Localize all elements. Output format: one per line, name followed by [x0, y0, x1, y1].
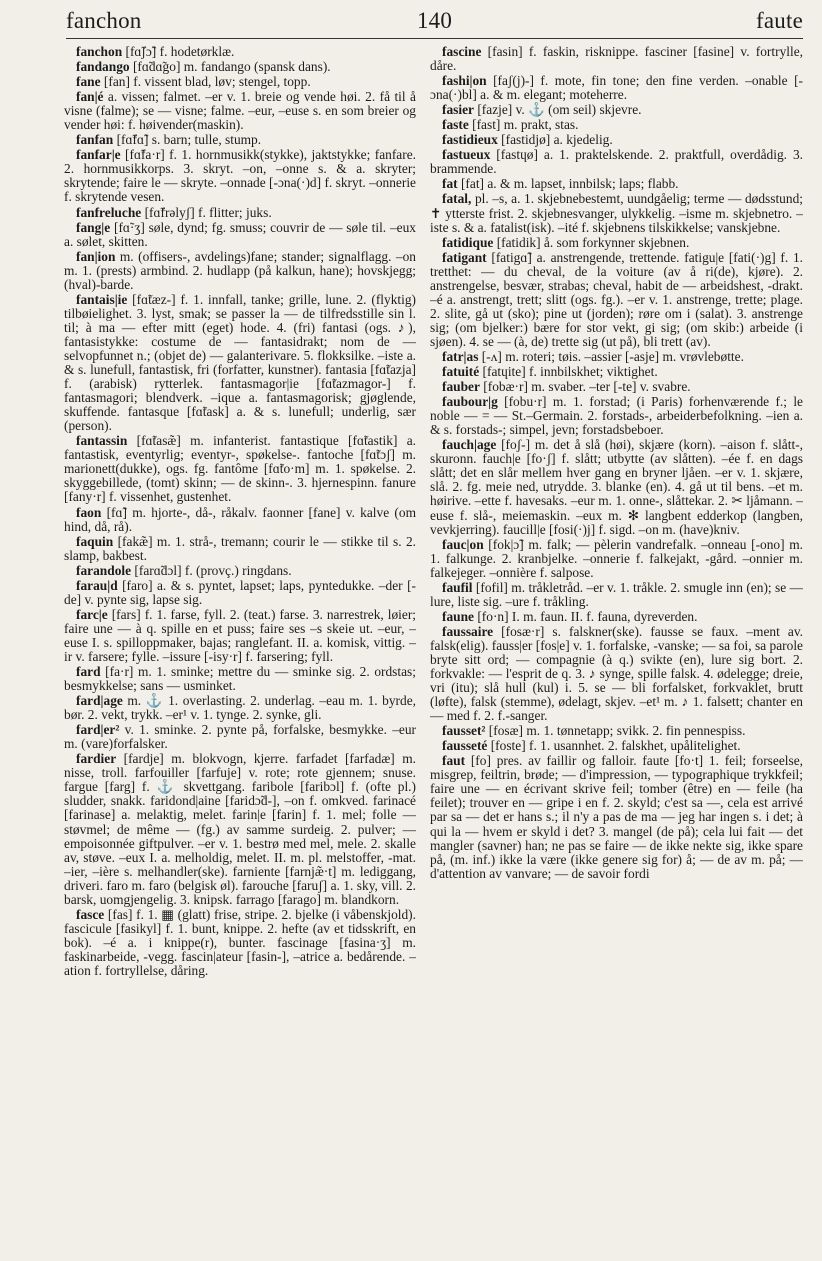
- entry-headword: faste: [442, 117, 469, 133]
- entry-definition: [fɑ̃·ʒ] søle, dynd; fg. smuss; couvrir de — søle til. –eux a. sølet, skitten.: [64, 219, 416, 249]
- entry-definition: [fast] m. prakt, stas.: [468, 117, 579, 133]
- entry-definition: [fɑ̃tasæ̃] m. infanterist. fantastique [fɑ̃tastik] a. fantastisk, eventyrlig; eventyr-, spøkelse-. fantoche [fɑ̃tɔʃ] m. marionett(dukke), ogs. fg. fantôme [fɑ̃to·m] m. 1. spøkelse. 2. skyggebillede, (tomt) skinn; — de skinn-. 3. hjernespinn. fanure [fany·r] f. vissenhet, gustenhet.: [64, 433, 416, 505]
- dictionary-entry: [430, 118, 803, 132]
- dictionary-entry: [64, 694, 416, 722]
- dictionary-entry: [64, 60, 416, 74]
- entry-headword: fastidieux: [442, 132, 498, 148]
- entry-definition: [fɑ̃dɑ̃go] m. fandango (spansk dans).: [129, 59, 331, 75]
- dictionary-entry: [430, 538, 803, 580]
- entry-headword: faut: [442, 753, 466, 769]
- dictionary-entry: [64, 665, 416, 693]
- entry-headword: fanfreluche: [76, 204, 142, 220]
- page-header: [66, 6, 803, 39]
- entry-headword: fang|e: [76, 219, 111, 235]
- entry-headword: fauc|on: [442, 536, 484, 552]
- entry-definition: [fɑ̃frəlyʃ] f. flitter; juks.: [141, 204, 272, 220]
- dictionary-entry: [430, 192, 803, 234]
- entry-headword: fan|é: [76, 89, 104, 105]
- dictionary-entry: [430, 177, 803, 191]
- entry-definition: [foʃ-] m. det å slå (høi), skjære (korn). –aison f. slått-, skuronn. fauch|e [fo·ʃ] f. slått; utbytte (av slåtten). –ée f. en dags slått; det en slår mellem hver gang en bryner ljåen. –er v. 1. skjære, slå. 2. fg. meie ned, utrydde. 3. blanke (en). 4. gå ut til bens. –et m. høirive. –ette f. havesaks. –eur m. 1. onne-, slåttekar. 2. ✂ ljåmann. –euse f. slå-, meiemaskin. –eux m. ✻ langbent edderkop (langben, vevkjerring). faucill|e [fosi(·)j] f. sigd. –on m. (have)kniv.: [430, 437, 803, 537]
- entry-definition: [fatidik] å. som forkynner skjebnen.: [493, 234, 690, 250]
- dictionary-entry: [64, 221, 416, 249]
- entry-headword: fantassin: [76, 433, 128, 449]
- entry-definition: [foste] f. 1. usannhet. 2. falskhet, upålitelighet.: [487, 738, 741, 754]
- dictionary-entry: [64, 723, 416, 751]
- entry-headword: fauch|age: [442, 437, 497, 453]
- entry-definition: [fars] f. 1. farse, fyll. 2. (teat.) farse. 3. narrestrek, løier; faire une — à q. spille en et puss; faire ses –s skeie ut. –eur, –euse I. s. spilloppmaker, bajas; ranglefant. II. a. komisk, vittig. –ir v. farsere; fylle. –issure [-isy·r] f. farsering; fyll.: [64, 606, 416, 664]
- entry-definition: [faro] a. & s. pyntet, lapset; laps, pyntedukke. –der [-de] v. pynte sig, lapse sig.: [64, 577, 416, 607]
- entry-headword: fardier: [76, 751, 117, 767]
- entry-definition: [farɑ̃dɔl] f. (provç.) ringdans.: [131, 562, 292, 578]
- entry-definition: pl. –s, a. 1. skjebnebestemt, uundgåelig; terme — dødsstund; ✝ ytterste frist. 2. skjebnesvanger, ulykkelig. –isme m. skjebnetro. –iste s. & a. fatalist(isk). –ité f. skjebnens tilskikkelse; vanskjebne.: [430, 191, 803, 235]
- entry-headword: fauber: [442, 379, 480, 395]
- entry-definition: a. vissen; falmet. –er v. 1. breie og vende høi. 2. få til å visne (falme); se — visne; falme. –eur, –euse s. en som breier og vender høi: f. høivender(maskin).: [64, 89, 416, 133]
- dictionary-entry: [430, 148, 803, 176]
- dictionary-entry: [64, 45, 416, 59]
- entry-definition: [fo] pres. av faillir og falloir. faute [fo·t] 1. feil; forseelse, misgrep, feiltrin, brøde; — d'impression, — typographique trykkfeil; faire une — en écrivant skrive feil; tomber (être) en — feile (ha feilet); trouver en — gripe i en f. 2. skyld; c'est sa —, cela est arrivé par sa — det er hans s.; il n'y a pas de ma — jeg har ingen s. i det; à qui la — hvem er skyld i det? 3. mangel (de på); cela lui fait — det mangler (savner) han; ne pas se faire — de ikke nekte sig, ikke spare på, (m. inf.) ikke la være (ikke genere sig for) å; — de av m. på; — d'attention av vanvare; — de savoir fordi: [430, 753, 803, 881]
- dictionary-entry: [430, 45, 803, 73]
- entry-headword: fanfar|e: [76, 147, 121, 163]
- entry-definition: m. ⚓ 1. overlasting. 2. underlag. –eau m. 1. byrde, bør. 2. vekt, trykk. –er¹ v. 1. tynge. 2. synke, gli.: [64, 693, 416, 723]
- entry-definition: v. 1. sminke. 2. pynte på, forfalske, besmykke. –eur m. (vare)forfalsker.: [64, 722, 416, 752]
- right-column: [430, 45, 803, 1257]
- entry-headword: fausset²: [442, 723, 486, 739]
- entry-headword: farau|d: [76, 577, 118, 593]
- entry-definition: m. (offisers-, avdelings)fane; stander; signalflagg. –on m. 1. (prests) armbind. 2. hudlapp (på kalkun, hane); hovskjegg; (hval)-barde.: [64, 248, 416, 292]
- entry-definition: [fobæ·r] m. svaber. –ter [-te] v. svabre.: [479, 379, 691, 395]
- dictionary-entry: [430, 625, 803, 723]
- entry-headword: fard|age: [76, 693, 123, 709]
- dictionary-entry: [64, 908, 416, 978]
- entry-headword: faubour|g: [442, 394, 498, 410]
- entry-headword: fatal,: [442, 191, 472, 207]
- dictionary-entry: [430, 438, 803, 536]
- entry-headword: fanchon: [76, 45, 123, 59]
- entry-definition: [fan] f. vissent blad, løv; stengel, topp.: [100, 74, 311, 90]
- entry-definition: [fasin] f. faskin, risknippe. fasciner [fasine] v. fortrylle, dåre.: [430, 45, 803, 74]
- entry-definition: [fat] a. & m. lapset, innbilsk; laps; flabb.: [457, 176, 679, 192]
- entry-definition: [fok|ɔ̃] m. falk; — pèlerin vandrefalk. –onneau [-ono] m. 1. falkunge. 2. kranbjelke. –onnerie f. falkejakt, -gård. –onnier m. falkejeger. –onnière f. salpose.: [430, 536, 803, 580]
- entry-definition: [fɑ̃fɑ̃] s. barn; tulle, stump.: [113, 132, 262, 148]
- entry-definition: [fosæ] m. 1. tønnetapp; svikk. 2. fin pennespiss.: [485, 723, 746, 739]
- dictionary-entry: [64, 564, 416, 578]
- entry-definition: [fardje] m. blokvogn, kjerre. farfadet [farfadæ] m. nisse, troll. farfouiller [farfuje] v. rote; rote gjennem; snuse. fargue [farg] f. ⚓ skvettgang. faribole [faribɔl] f. (ofte pl.) sludder, snakk. faridond|aine [faridɔ̃d-], –on f. omkved. farinacé [farinase] a. melaktig, melet. farin|e [farin] f. 1. mel; folle — støvmel; de même — (fg.) av samme surdeig. 2. pulver; — empoisonnée giftpulver. –er v. 1. bestrø med mel, mele. 2. skalle av, støve. –eux I. a. melholdig, melet. II. m. pl. melstoffer, -mat. –ier, –ière s. melhandler(ske). farniente [farnjæ̃·t] m. lediggang, driveri. faro m. faro (belgisk øl). farouche [faruʃ] a. 1. sky, vill. 2. barsk, uomgjengelig. 3. knipsk. farrago [farago] m. blandkorn.: [64, 751, 416, 907]
- entry-definition: [-ʌ] m. roteri; tøis. –assier [-asje] m. vrøvlebøtte.: [478, 348, 744, 364]
- entry-headword: fane: [76, 74, 101, 90]
- entry-headword: fard|er²: [76, 722, 120, 738]
- dictionary-entry: [430, 739, 803, 753]
- dictionary-entry: [430, 103, 803, 117]
- dictionary-entry: [430, 236, 803, 250]
- entry-headword: fatr|as: [442, 348, 479, 364]
- entry-definition: [fobu·r] m. 1. forstad; (i Paris) forhenværende f.; le noble — = — St.–Germain. 2. forstads-, arbeiderbefolkning. –ien a. & s. forstads-; simpel, jevn; forstadsbeboer.: [430, 394, 803, 438]
- dictionary-entry: [430, 133, 803, 147]
- page-number: 140: [416, 8, 453, 33]
- dictionary-entry: [64, 506, 416, 534]
- dictionary-entry: [430, 610, 803, 624]
- entry-definition: [fɑ̃fa·r] f. 1. hornmusikk(stykke), jaktstykke; fanfare. 2. hornmusikkorps. 3. skryt. –on, –onne s. & a. skryter; skrytende; faire le — skryte. –onnade [-ɔna(·)d] f. skryt. –onnerie f. skrytende vesen.: [64, 147, 416, 205]
- entry-definition: [fosæ·r] s. falskner(ske). fausse se faux. –ment av. falsk(elig). fauss|er [fos|e] v. 1. forfalske, -vanske; — sa foi, sa parole bryte sitt ord; — compagnie (à q.) svikte (en), lure sig bort. 2. forkvakle: — l'esprit de q. 3. ♪ synge, spille falsk. 4. ødelegge; dreie, vri (itu); slå hull (kul) i. 5. se — bli forfalsket, forkvaklet, brutt (løfte), falsk (stemme), ødelagt, skjev. –et¹ m. ♪ 1. falsett; chanter en — med f. 2. f.-sanger.: [430, 623, 803, 724]
- entry-headword: faune: [442, 608, 474, 624]
- entry-headword: fard: [76, 664, 101, 680]
- dictionary-entry: [430, 365, 803, 379]
- entry-definition: [fas] f. 1. ▦ (glatt) frise, stripe. 2. bjelke (i våbenskjold). fascicule [fasikyl] f. 1. bunt, knippe. 2. hefte (av et tidsskrift, en bok). –é a. i knippe(r), bunter. fascinage [fasina·ʒ] m. faskinarbeide, -vegg. fascin|ateur [fasin-], –atrice a. bedårende. –ation f. fortryllelse, dåring.: [64, 906, 416, 978]
- entry-definition: [fatɥite] f. innbilskhet; viktighet.: [479, 364, 658, 380]
- entry-definition: [fɑ̃ʃɔ̃] f. hodetørklæ.: [122, 45, 235, 59]
- entry-definition: [fastidjø] a. kjedelig.: [497, 132, 613, 148]
- entry-headword: fatigant: [442, 249, 487, 265]
- entry-headword: fantais|ie: [76, 291, 128, 307]
- entry-headword: fausseté: [442, 738, 488, 754]
- dictionary-entry: [64, 434, 416, 504]
- dictionary-entry: [430, 754, 803, 880]
- dictionary-entry: [64, 90, 416, 132]
- dictionary-entry: [64, 75, 416, 89]
- dictionary-entry: [430, 251, 803, 349]
- dictionary-entry: [64, 206, 416, 220]
- entry-headword: fat: [442, 176, 458, 192]
- entry-headword: fastueux: [442, 147, 491, 163]
- entry-headword: fasier: [442, 102, 474, 118]
- dictionary-entry: [430, 724, 803, 738]
- entry-definition: [fa·r] m. 1. sminke; mettre du — sminke sig. 2. ordstas; besmykkelse; sans — usminket.: [64, 664, 416, 694]
- dictionary-entry: [430, 395, 803, 437]
- left-guide-word: fanchon: [66, 8, 142, 33]
- entry-headword: fan|ion: [76, 248, 116, 264]
- entry-headword: fasce: [76, 906, 105, 922]
- dictionary-entry: [430, 380, 803, 394]
- dictionary-entry: [430, 350, 803, 364]
- entry-definition: [fofil] m. tråkletråd. –er v. 1. tråkle. 2. smugle inn (en); se — lure, liste sig. –ure f. tråkling.: [430, 579, 803, 609]
- entry-headword: faquin: [76, 533, 114, 549]
- dictionary-entry: [430, 74, 803, 102]
- entry-headword: fashi|on: [442, 73, 487, 89]
- entry-headword: fatuité: [442, 364, 480, 380]
- entry-headword: fascine: [442, 45, 482, 59]
- dictionary-entry: [64, 250, 416, 292]
- entry-definition: [faʃ(j)-] f. mote, fin tone; den fine verden. –onable [-ɔna(·)bl] a. & m. elegant; moteherre.: [430, 73, 803, 103]
- entry-definition: [fo·n] I. m. faun. II. f. fauna, dyreverden.: [474, 608, 698, 624]
- entry-headword: fanfan: [76, 132, 114, 148]
- entry-definition: [fakæ̃] m. 1. strå-, tremann; courir le — stikke til s. 2. slamp, bakbest.: [64, 533, 416, 563]
- dictionary-entry: [64, 293, 416, 433]
- entry-headword: farc|e: [76, 606, 108, 622]
- dictionary-entry: [64, 133, 416, 147]
- entry-headword: faufil: [442, 579, 473, 595]
- entry-definition: [fastɥø] a. 1. praktelskende. 2. praktfull, overdådig. 3. brammende.: [430, 147, 803, 177]
- dictionary-entry: [64, 579, 416, 607]
- entry-definition: [fazje] v. ⚓ (om seil) skjevre.: [473, 102, 642, 118]
- entry-headword: faon: [76, 504, 102, 520]
- left-column: [64, 45, 416, 1257]
- entry-definition: [fatigɑ̃] a. anstrengende, trettende. fatigu|e [fati(·)g] f. 1. tretthet: — du cheval, de la voiture (av å ri(de), kjøre). 2. anstrengelse, besvær, strabas; cheval, habit de — arbeidshest, -drakt. –é a. anstrengt, trett; slitt (ogs. fg.). –er v. 1. anstrenge, trette; plage. 2. slite, gå ut (sko); pine ut (jorden); røre om i (salat). 3. anstrenge sig; (om bjelker:) bære for stor vekt, gi sig; (om skib:) arbeide (i sjøen). 4. se — (à, de) trette sig (ut på), bli trett (av).: [430, 249, 803, 349]
- entry-headword: farandole: [76, 562, 132, 578]
- right-guide-word: faute: [756, 8, 803, 33]
- entry-headword: fandango: [76, 59, 130, 75]
- dictionary-entry: [64, 148, 416, 204]
- entry-definition: [fɑ̃] m. hjorte-, då-, råkalv. faonner [fane] v. kalve (om hind, då, rå).: [64, 504, 416, 534]
- entry-headword: faussaire: [442, 623, 494, 639]
- entry-headword: fatidique: [442, 234, 494, 250]
- entry-definition: [fɑ̃tæz-] f. 1. innfall, tanke; grille, lune. 2. (flyktig) tilbøielighet. 3. lyst, smak; se passer la — de tilfredsstille sin l. til; à ma — efter mitt (eget) hode. 4. (fri) fantasi (ogs. ♪), fantasistykke: costume de — fantasidrakt; nom de — selvopfunnet n.; (objet de) — galanterivare. 5. flokksilke. –iste a. & s. lunefull, fantastisk, fri (forfatter, kunstner). fantasia [fɑ̃tazja] f. (arabisk) rytterlek. fantasmagor|ie [fɑ̃tazmagor-] f. fantasmagori; blendverk. –ique a. fantasmagorisk; gjøglende, skuffende. fantasque [fɑ̃task] a. & s. lunefull; underlig, sær (person).: [64, 291, 416, 434]
- dictionary-entry: [64, 752, 416, 907]
- dictionary-entry: [64, 608, 416, 664]
- dictionary-entry: [64, 535, 416, 563]
- dictionary-entry: [430, 581, 803, 609]
